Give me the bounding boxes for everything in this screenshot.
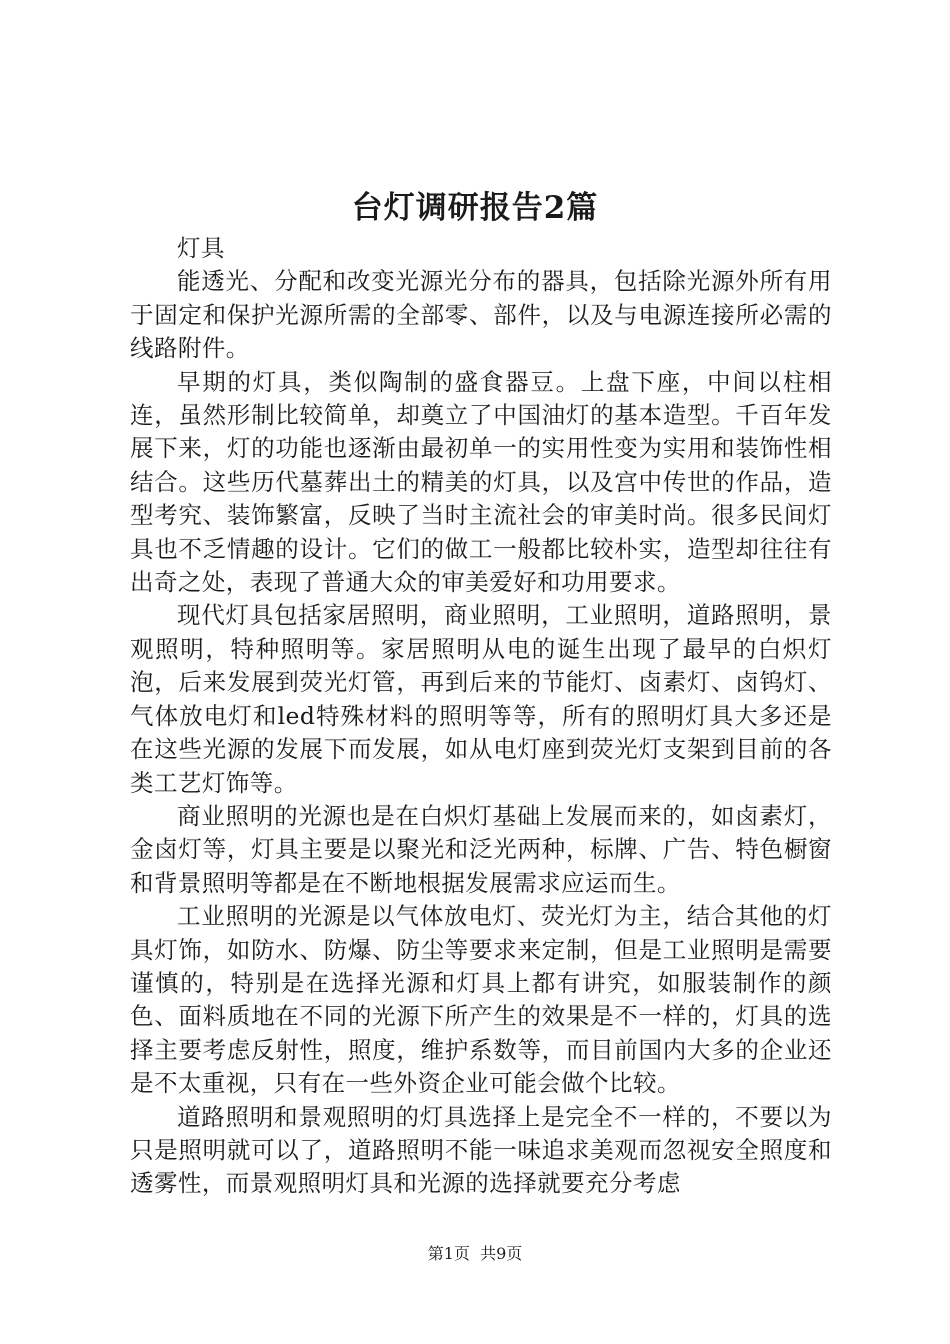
page-footer [0,1243,950,1265]
page-number-total: 共9页 [480,1244,523,1263]
paragraph-industrial-lighting: 工业照明的光源是以气体放电灯、荧光灯为主，结合其他的灯具灯饰，如防水、防爆、防尘等要求来定制，但是工业照明是需要谨慎的，特别是在选择光源和灯具上都有讲究，如服装制作的颜色、面料质地在不同的光源下所产生的效果是不一样的，灯具的选择主要考虑反射性，照度，维护系数等，而目前国内大多的企业还是不太重视，只有在一些外资企业可能会做个比较。 [130,902,832,1098]
paragraph-definition: 能透光、分配和改变光源光分布的器具，包括除光源外所有用于固定和保护光源所需的全部零、部件，以及与电源连接所必需的线路附件。 [130,267,832,363]
paragraph-commercial-lighting: 商业照明的光源也是在白炽灯基础上发展而来的，如卤素灯，金卤灯等，灯具主要是以聚光和泛光两种，标牌、广告、特色橱窗和背景照明等都是在不断地根据发展需求应运而生。 [130,801,832,897]
paragraph-modern-lamps: 现代灯具包括家居照明，商业照明，工业照明，道路照明，景观照明，特种照明等。家居照明从电的诞生出现了最早的白炽灯泡，后来发展到荧光灯管，再到后来的节能灯、卤素灯、卤钨灯、气体放电灯和led特殊材料的照明等等，所有的照明灯具大多还是在这些光源的发展下而发展，如从电灯座到荧光灯支架到目前的各类工艺灯饰等。 [130,601,832,797]
paragraph-road-landscape-lighting: 道路照明和景观照明的灯具选择上是完全不一样的，不要以为只是照明就可以了，道路照明不能一味追求美观而忽视安全照度和透雾性，而景观照明灯具和光源的选择就要充分考虑 [130,1102,832,1198]
paragraph-history: 早期的灯具，类似陶制的盛食器豆。上盘下座，中间以柱相连，虽然形制比较简单，却奠立了中国油灯的基本造型。千百年发展下来，灯的功能也逐渐由最初单一的实用性变为实用和装饰性相结合。这些历代墓葬出土的精美的灯具，以及宫中传世的作品，造型考究、装饰繁富，反映了当时主流社会的审美时尚。很多民间灯具也不乏情趣的设计。它们的做工一般都比较朴实，造型却往往有出奇之处，表现了普通大众的审美爱好和功用要求。 [130,367,832,597]
paragraph-heading-lamps: 灯具 [177,234,225,262]
document-body [130,232,832,1201]
page-number-current: 第1页 [427,1244,470,1263]
document-title: 台灯调研报告2篇 [351,190,599,226]
